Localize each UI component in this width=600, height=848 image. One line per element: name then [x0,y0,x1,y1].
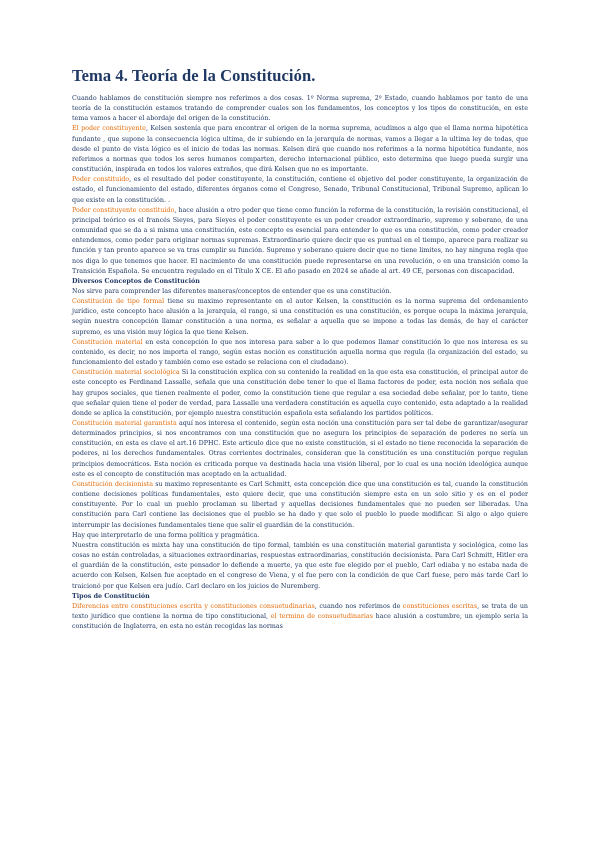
paragraph-text: , es el resultado del poder constituyente, la constitución, contiene el objetivo del poder constituyente, la organización de estado, el funcionamiento del estado, diferentes órganos como el Congreso, Senado, Tribunal Constitucional, Tribunal Supremo, aplican lo que existe en la constitución. . [72,176,528,204]
paragraph-mixta: Nuestra constitución es mixta hay una constitución de tipo formal, también es una constitución material garantista y sociológica, como las cosas no están controladas, a situaciones extraordinarias, respuestas extraordinarias, constitución decisionista. Para Carl Schmitt, Hitler era el guardián de la constitución, este pensador lo defiende a muerte, ya que este fue elegido por el pueblo, Carl odiaba y no estaba nada de acuerdo con Kelsen, Kelsen fue aceptado en el congreso de Viena, y el fue pero con la condición de que Carl fuese, pero más tarde Carl lo traicionó por que Kelsen era judío. Carl declaro en los juicios de Nuremberg. [72,541,528,590]
paragraph-sociologica [72,368,528,419]
paragraph-garantista [72,419,528,480]
term-decisionista: Constitución decisionista [72,480,154,488]
paragraph-text: , cuando nos referimos de [314,602,403,610]
paragraph-text: tiene su maximo representante en el autor Kelsen, la constitución es la norma suprema del ordenamiento jurídico, este concepto hace alusión a la jerarquía, el rango, si una constitución es una constitución, es porque ocupa la máxima jerarquía, según nuestra concepción llamar constitución a una norma, es señalar a aquella que se impone a todas las demás, de hay el carácter supremo, es una visión muy lógica la que tiene Kelsen. [72,298,528,336]
paragraph-text: , Kelsen sostenía que para encontrar el origen de la norma suprema, acudimos a algo que el llama norma hipotética fundante , que supone la consecuencia lógica ultima, de ir subiendo en la jerarquía de normas, vamos a llegar a la ultima ley de todas, que desde el punto de vista lógico es el inicio de todas las normas. Kelsen dirá que cuando nos referimos a la norma hipotética fundante, nos referimos a normas que todos los seres humanos comparten, derecho internacional público, esto determina que luego pueda surgir una constitución, inspirada en todos los valores extraños, que dirá Kelsen que no es importante. [72,125,528,174]
term-material: Constitución material [72,338,143,346]
term-formal: Constitución de tipo formal [72,298,165,306]
term-garantista: Constitución material garantista [72,420,177,427]
conceptos-intro: Nos sirve para comprender las diferentes maneras/conceptos de entender que es una constitución. [72,287,392,295]
intro-paragraph: Cuando hablamos de constitución siempre nos referimos a dos cosas. 1º Norma suprema, 2º Estado, cuando hablamos por tanto de una teoría de la constitución estamos tratando de comprender cuales son los fundamentos, los conceptos y los tipos de constitución, en este tema vamos a hacer el abordaje del origen de la constitución. [72,95,528,123]
interpretar-line: Hay que interpretarlo de una forma política y pragmática. [72,531,260,539]
page-title: Tema 4. Teoría de la Constitución. [72,66,316,85]
heading-tipos: Tipos de Constitución [72,592,150,600]
heading-conceptos: Diversos Conceptos de Constitución [72,277,200,285]
paragraph-text: su maximo representante es Carl Schmitt, esta concepción dice que una constitución es tal, cuando la constitución contiene decisiones políticas fundamentales, esto quiere decir, que una constitución siempre esta en un solo sitio y es en el poder constituyente. Por lo cual un pueblo proclaman su libertad y aquellas decisiones fundamentales que no pueden ser liberadas. Una constitución para Carl contiene las decisiones que el pueblo se ha dado y que solo el pueblo lo puede modificar. Si algo o algo quiere interrumpir las decisiones fundamentales tiene que salir el guardián de la constitución. [72,480,528,529]
term-sociologica: Constitución material sociológica [72,369,180,377]
term-escritas-consuetudinarias: Diferencias entre constituciones escrita y constituciones consuetudinarias [72,602,315,610]
paragraph-material [72,338,528,368]
paragraph-text: en esta concepción lo que nos interesa para saber a lo que podemos llamar constitución lo que nos interesa es su contenido, es decir, no nos importa el rango, según estas noción es constitución aquella norma que regula (la organización del estado, su funcionamiento del estado y también como ese estado se relaciona con el ciudadano). [72,338,528,367]
term-poder-constituyente: El poder constituyente [72,125,146,133]
document-body [72,66,528,632]
paragraph-tipos [72,602,528,632]
paragraph-text: aquí nos interesa el contenido, según esta noción una constitución para ser tal debe de garantizar/asegurar determinados principios, si nos encontramos con una constitución que no asegura los principios de separación de poderes no sería un constitución, en esta es clave el art.16 DPHC. Este articulo dice que no existe constitución, si el estado no tiene reconocida la separación de poderes, ni los derechos fundamentales. Otras corrientes doctrinales, consideran que la constitución es una constitución porque regulan principios democráticos. Esta noción es criticada porque va destinada hacia una visión liberal, por lo cual es una noción ideológica aunque este es el concepto de constitución mas aceptado en la actualidad. [72,420,528,478]
term-constituyente-constituido: Poder constituyente constituido [72,206,175,214]
paragraph-formal [72,297,528,338]
paragraph-poder-constituido [72,175,528,205]
paragraph-text: Si la constitución explica con su contenido la realidad en la que esta esa constitución, el principal autor de este concepto es Ferdinand Lassalle, señala que una constitución debe tener lo que el llama factores de poder, esta noción nos señala que hay grupos sociales, que tienen realmente el poder, como la constitución tiene que regular a esa sociedad debe señalar, por lo tanto, tiene que señalar quien tiene el poder de verdad, para Lassalle una verdadera constitución es aquella cuyo contenido, esta adaptado a la realidad donde se aplica la constitución, por ejemplo nuestra constitución española esta señalando los partidos políticos. [72,369,528,417]
paragraph-constituyente-constituido [72,206,528,277]
term-consuetudinarias: el termino de consuetudinarias [270,612,373,620]
paragraph-text: , hace alusión a otro poder que tiene como función la reforma de la constitución, la revisión constitucional, el principal teórico es el francés Sieyes, para Sieyes el poder constituyente es un poder creador extraordinario, supremo y soberano, de una comunidad que se da a si misma una constitución, este concepto es esencial para entender lo que es una constitución, como poder creador entendemos, como poder para originar normas supremas. Extraordinario quiere decir que es puntual en el tiempo, aparece para realizar su función y tan pronto aparece se va tras cumplir su función. Supremo y soberano quiere decir que no tiene limites, no hay ninguna regla que nos diga lo que tenemos que hacer. El nacimiento de una constitución puede representarse en una revolución, o en una transición como la Transición Española. Se encuentra regulado en el Título X CE. El año pasado en 2024 se añade al art. 49 CE, personas con discapacidad. [72,206,528,275]
paragraph-decisionista [72,480,528,531]
term-constituciones-escritas: constituciones escritas [402,602,478,610]
paragraph-poder-constituyente [72,124,528,175]
term-poder-constituido: Poder constituido [72,176,130,184]
paragraph-text: , se trata de un texto jurídico que contiene la norma de tipo constitucional, [72,602,528,620]
paragraph-text: hace alusión a costumbre, un ejemplo seria la constitución de Inglaterra, en esta no están recogidas las normas [72,612,528,631]
